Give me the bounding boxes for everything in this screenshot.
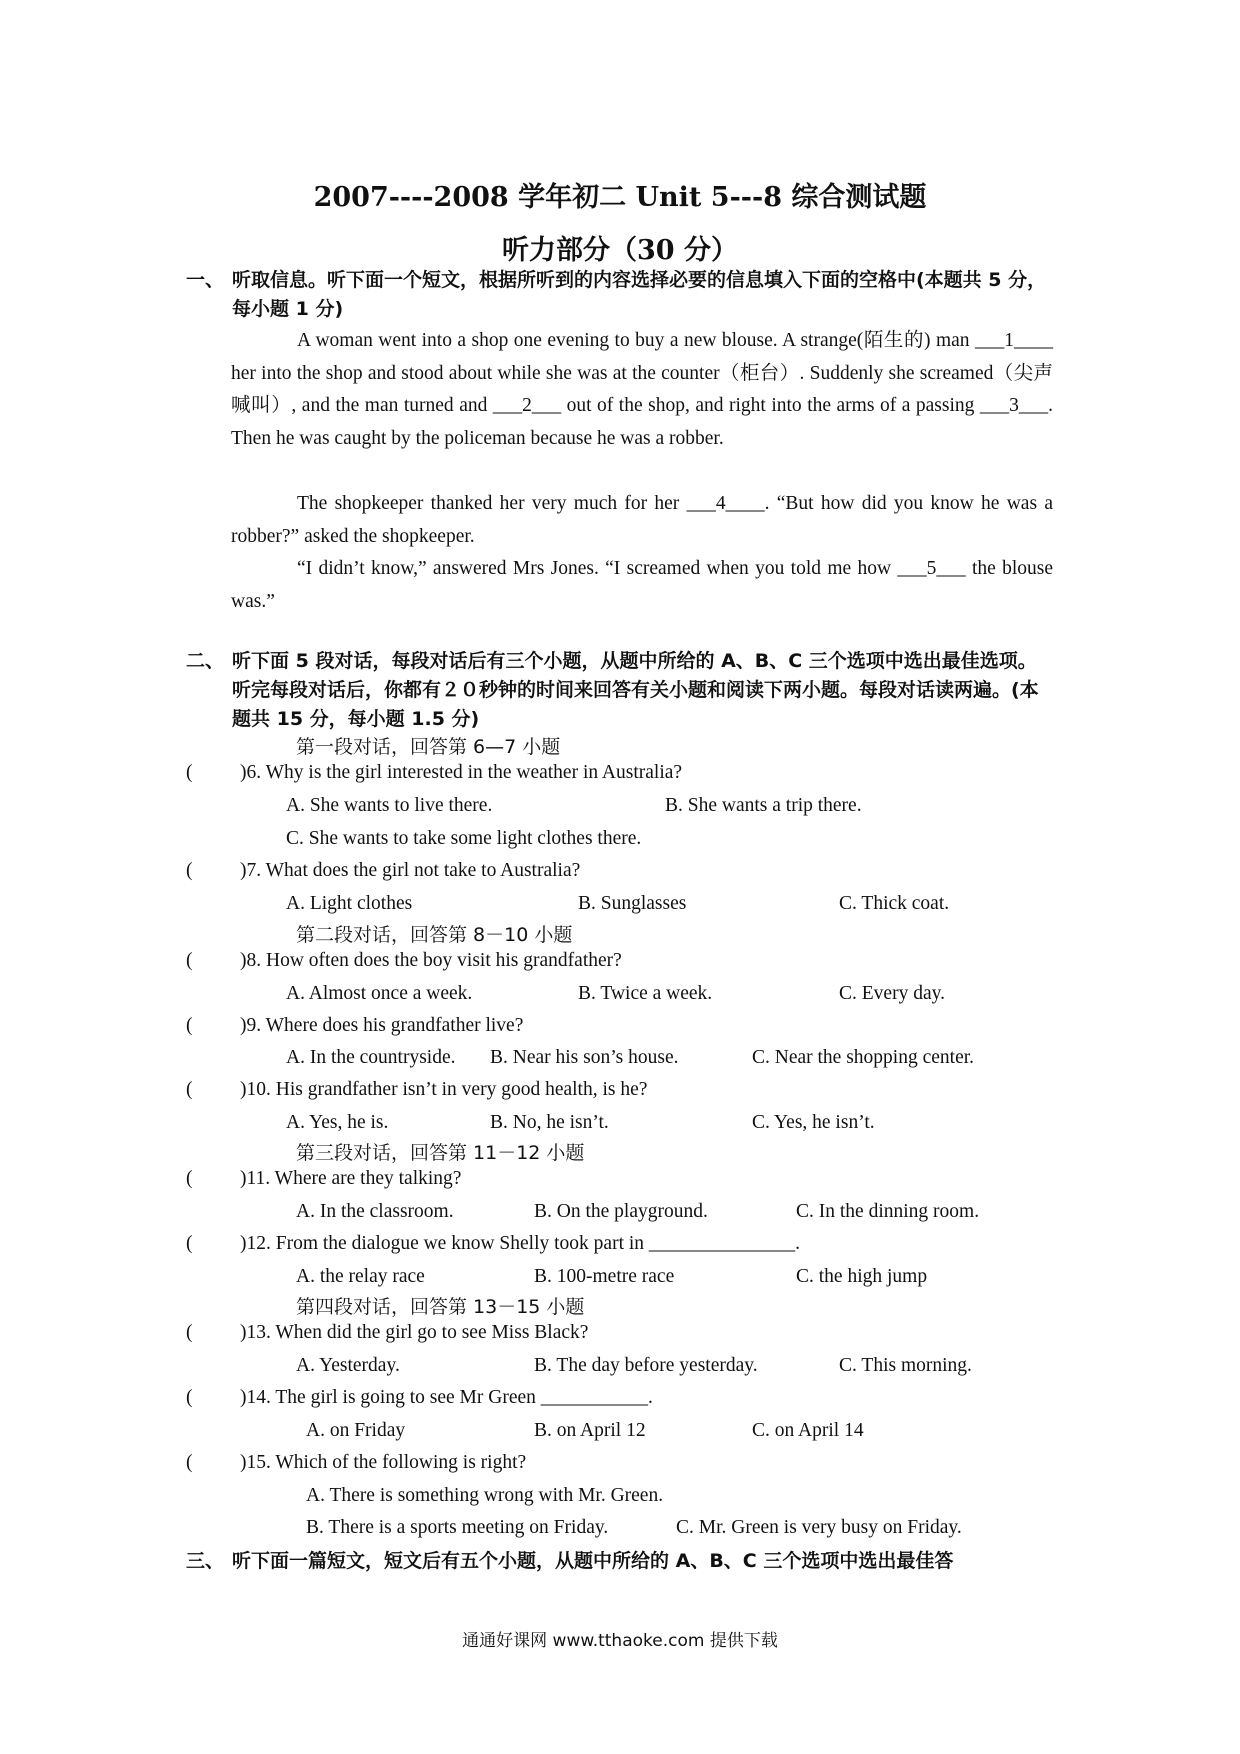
question-text: 15. Which of the following is right? (246, 1452, 527, 1473)
section-number: 三、 (186, 1550, 225, 1572)
answer-blank-close: ) (240, 1452, 247, 1473)
answer-blank-close: ) (240, 1015, 247, 1036)
option-a: A. She wants to live there. (286, 795, 493, 816)
question-text: 12. From the dialogue we know Shelly took part in _______________. (246, 1233, 801, 1254)
question-8 (186, 950, 622, 972)
option-a: A. on Friday (306, 1420, 406, 1441)
option-b: B. She wants a trip there. (665, 795, 862, 816)
section-2-heading (186, 647, 1052, 734)
option-c: C. Mr. Green is very busy on Friday. (676, 1517, 962, 1538)
option-c: C. on April 14 (752, 1420, 864, 1441)
option-c: C. She wants to take some light clothes there. (286, 828, 642, 849)
dialogue-subheading: 第四段对话，回答第 13－15 小题 (296, 1296, 585, 1318)
answer-blank-close: ) (240, 1322, 247, 1343)
option-a: A. In the countryside. (286, 1047, 456, 1068)
answer-blank-open: ( (186, 1387, 193, 1408)
section-3-heading (186, 1547, 1052, 1576)
question-15 (186, 1452, 526, 1474)
passage-paragraph: The shopkeeper thanked her very much for her ___4____. “But how did you know he was a robber?” asked the shopkeeper. (231, 493, 1053, 547)
option-b: B. on April 12 (534, 1420, 646, 1441)
question-text: 13. When did the girl go to see Miss Black? (246, 1322, 589, 1343)
answer-blank-close: ) (240, 860, 247, 881)
dialogue-subheading: 第三段对话，回答第 11－12 小题 (296, 1142, 585, 1164)
answer-blank-open: ( (186, 1233, 193, 1254)
option-a: A. Light clothes (286, 893, 413, 914)
answer-blank-open: ( (186, 1015, 193, 1036)
question-6 (186, 762, 682, 784)
dialogue-subheading: 第一段对话，回答第 6—7 小题 (296, 736, 561, 758)
answer-blank-close: ) (240, 762, 247, 783)
question-14 (186, 1387, 653, 1409)
option-a: A. There is something wrong with Mr. Green. (306, 1485, 664, 1506)
answer-blank-open: ( (186, 860, 193, 881)
option-b: B. Twice a week. (578, 983, 713, 1004)
option-c: C. Yes, he isn’t. (752, 1112, 875, 1133)
section-instruction: 听下面 5 段对话，每段对话后有三个小题，从题中所给的 A、B、C 三个选项中选出最佳选项。听完每段对话后，你都有２０秒钟的时间来回答有关小题和阅读下两小题。每段对话读两遍。(本题共 15 分，每小题 1.5 分) (232, 650, 1039, 730)
option-c: C. In the dinning room. (796, 1201, 980, 1222)
option-c: C. Every day. (839, 983, 945, 1004)
question-text: 9. Where does his grandfather live? (246, 1015, 524, 1036)
question-text: 14. The girl is going to see Mr Green ___________. (246, 1387, 653, 1408)
section-instruction: 听下面一篇短文，短文后有五个小题，从题中所给的 A、B、C 三个选项中选出最佳答 (232, 1550, 954, 1572)
option-a: A. Almost once a week. (286, 983, 473, 1004)
question-12 (186, 1233, 800, 1255)
question-13 (186, 1322, 588, 1344)
section-1-heading (186, 266, 1052, 324)
answer-blank-open: ( (186, 1168, 193, 1189)
section-instruction: 听取信息。听下面一个短文，根据所听到的内容选择必要的信息填入下面的空格中(本题共 5 分，每小题 1 分) (232, 269, 1047, 320)
option-b: B. On the playground. (534, 1201, 708, 1222)
option-c: C. Near the shopping center. (752, 1047, 975, 1068)
option-a: A. Yesterday. (296, 1355, 400, 1376)
question-9 (186, 1015, 523, 1037)
option-a: A. In the classroom. (296, 1201, 454, 1222)
answer-blank-open: ( (186, 950, 193, 971)
option-c: C. Thick coat. (839, 893, 950, 914)
option-b: B. Sunglasses (578, 893, 687, 914)
answer-blank-open: ( (186, 1452, 193, 1473)
question-text: 10. His grandfather isn’t in very good health, is he? (246, 1079, 648, 1100)
question-10 (186, 1079, 647, 1101)
question-11 (186, 1168, 461, 1190)
option-b: B. 100-metre race (534, 1266, 675, 1287)
option-b: B. No, he isn’t. (490, 1112, 609, 1133)
answer-blank-open: ( (186, 1079, 193, 1100)
answer-blank-close: ) (240, 1233, 247, 1254)
answer-blank-open: ( (186, 1322, 193, 1343)
option-c: C. the high jump (796, 1266, 928, 1287)
page-title: 2007----2008 学年初二 Unit 5---8 综合测试题 (313, 182, 927, 213)
page-footer: 通通好课网 www.tthaoke.com 提供下载 (462, 1631, 778, 1651)
passage-paragraph: A woman went into a shop one evening to buy a new blouse. A strange(陌生的) man ___1____ her into the shop and stood about while she was at the counter（柜台）. Suddenly she screamed（尖声喊叫）, and the man turned and ___2___ out of the shop, and right into the arms of a passing ___3___. Then he was caught by the policeman because he was a robber. (231, 330, 1053, 449)
option-b: B. The day before yesterday. (534, 1355, 758, 1376)
answer-blank-open: ( (186, 762, 193, 783)
dialogue-subheading: 第二段对话，回答第 8－10 小题 (296, 924, 573, 946)
option-a: A. the relay race (296, 1266, 425, 1287)
section-number: 二、 (186, 650, 225, 672)
question-7 (186, 860, 580, 882)
question-text: 11. Where are they talking? (246, 1168, 462, 1189)
question-text: 8. How often does the boy visit his grandfather? (246, 950, 622, 971)
option-b: B. There is a sports meeting on Friday. (306, 1517, 609, 1538)
question-text: 6. Why is the girl interested in the weather in Australia? (246, 762, 683, 783)
section-number: 一、 (186, 269, 225, 291)
option-b: B. Near his son’s house. (490, 1047, 679, 1068)
option-c: C. This morning. (839, 1355, 972, 1376)
answer-blank-close: ) (240, 1168, 247, 1189)
question-text: 7. What does the girl not take to Australia? (246, 860, 581, 881)
answer-blank-close: ) (240, 1387, 247, 1408)
answer-blank-close: ) (240, 1079, 247, 1100)
option-a: A. Yes, he is. (286, 1112, 389, 1133)
page-subtitle: 听力部分（30 分） (502, 235, 738, 266)
answer-blank-close: ) (240, 950, 247, 971)
passage-paragraph: “I didn’t know,” answered Mrs Jones. “I screamed when you told me how ___5___ the blouse was.” (231, 558, 1053, 612)
